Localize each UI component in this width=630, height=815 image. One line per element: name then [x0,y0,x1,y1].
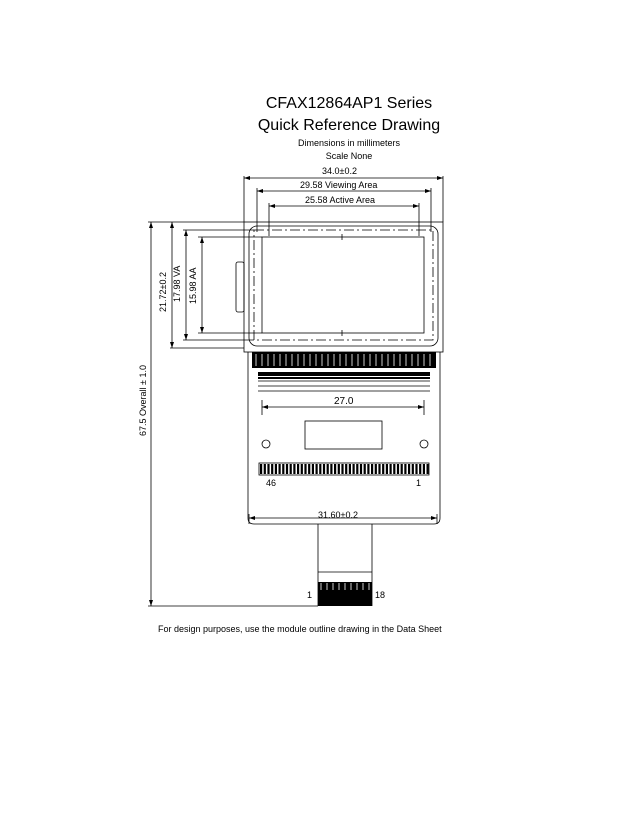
pin-pad [404,464,406,474]
pin-46-label: 46 [266,478,277,488]
pin-pad [271,464,273,474]
pin-pad [260,464,262,474]
pin-pad [427,464,429,474]
pin-pad [356,464,358,474]
arrow-viewing-area-right [425,189,431,193]
trace-bar-1 [258,372,430,376]
arrow-viewing-area-left [257,189,263,193]
arrow-panel-height-top [170,222,174,228]
pin-pad [293,464,295,474]
pin-pad [312,464,314,474]
pin-pad [308,464,310,474]
overall-width-label: 34.0±0.2 [322,166,357,176]
arrow-overall-width-right [437,176,443,180]
pin-pad [393,464,395,474]
pin-pad [378,464,380,474]
pin-pad [390,464,392,474]
pin-pad [279,464,281,474]
pin-pad [338,464,340,474]
pin-pad [371,464,373,474]
active-area-outline [262,237,424,333]
pcb-width-label: 31.60±0.2 [318,510,358,520]
pin-pad [282,464,284,474]
pin-pad [360,464,362,474]
arrow-pcb-width-right [431,516,437,520]
tail-pin-1-label: 1 [307,590,313,600]
pin-pad [345,464,347,474]
scale-note: Scale None [325,151,373,161]
drawing-title: CFAX12864AP1 Series [265,95,433,112]
overall-height-label: 67.5 Overall ± 1.0 [138,365,148,436]
arrow-va-height-bottom [184,334,188,340]
pin-pad [267,464,269,474]
trace-bar-2 [258,377,430,379]
arrow-active-area-right [413,204,419,208]
arrow-overall-width-left [244,176,250,180]
units-note: Dimensions in millimeters [297,138,401,148]
pin-pad-frame [259,463,429,475]
pin-pad [290,464,292,474]
pin-pad [341,464,343,474]
pin-pad [353,464,355,474]
pin-pad [323,464,325,474]
panel-bezel [249,226,438,346]
viewing-area-label: 29.58 Viewing Area [300,180,378,190]
arrow-pcb-width-left [249,516,255,520]
pin-pad [327,464,329,474]
pin-pad [334,464,336,474]
pin-pad [382,464,384,474]
arrow-aa-height-top [200,237,204,243]
pin-pad [412,464,414,474]
glass-outline [244,222,443,352]
pin-pad [297,464,299,474]
pin-pad [264,464,266,474]
inner-width-label: 27.0 [334,396,354,407]
pin-pad [397,464,399,474]
pin-pad-row [259,463,429,475]
arrow-active-area-left [269,204,275,208]
mounting-hole-right [420,440,428,448]
arrow-va-height-top [184,230,188,236]
pin-pad [301,464,303,474]
pin-pad [304,464,306,474]
pin-pad [275,464,277,474]
pin-pad [423,464,425,474]
pin-pad [386,464,388,474]
arrow-aa-height-bottom [200,327,204,333]
pin-pad [367,464,369,474]
pin-1-label: 1 [416,478,422,488]
drawing-subtitle: Quick Reference Drawing [257,117,441,134]
arrow-panel-height-bottom [170,342,174,348]
pin-pad [401,464,403,474]
arrow-inner-width-right [418,405,424,409]
arrow-overall-height-bottom [149,600,153,606]
side-tab [236,262,244,312]
pin-pad [408,464,410,474]
aa-height-label: 15.98 AA [188,267,198,304]
pin-pad [415,464,417,474]
active-area-label: 25.58 Active Area [305,195,376,205]
pin-pad [419,464,421,474]
tail-pin-18-label: 18 [375,590,386,600]
pin-pad [349,464,351,474]
pin-pad [330,464,332,474]
pin-pad [319,464,321,474]
panel-height-label: 21.72±0.2 [158,272,168,312]
viewing-area-outline [254,230,433,340]
va-height-label: 17.98 VA [172,265,182,302]
pin-pad [316,464,318,474]
design-note: For design purposes, use the module outline drawing in the Data Sheet [158,624,442,634]
arrow-inner-width-left [262,405,268,409]
arrow-overall-height-top [149,222,153,228]
pin-pad [286,464,288,474]
mounting-hole-left [262,440,270,448]
pin-pad [364,464,366,474]
pin-pad [375,464,377,474]
ic-chip [305,421,382,449]
